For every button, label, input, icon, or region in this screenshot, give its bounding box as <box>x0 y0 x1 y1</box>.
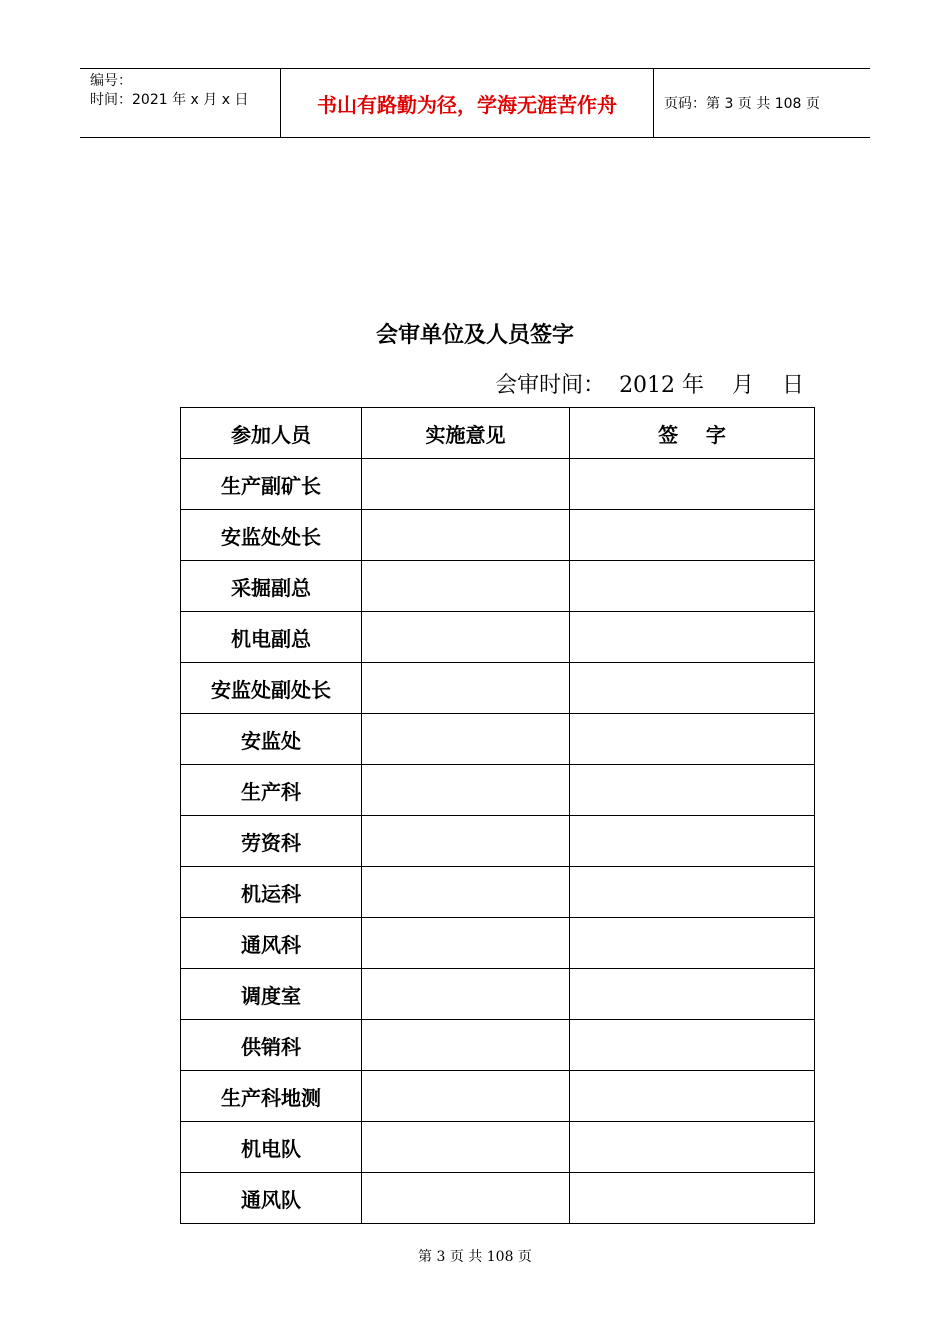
opinion-cell[interactable] <box>362 816 570 867</box>
table-row <box>181 510 815 561</box>
signature-cell[interactable] <box>570 918 815 969</box>
opinion-cell[interactable] <box>362 1071 570 1122</box>
opinion-cell[interactable] <box>362 1173 570 1224</box>
table-row <box>181 918 815 969</box>
document-number-label: 编号： <box>90 73 132 89</box>
opinion-cell[interactable] <box>362 1020 570 1071</box>
opinion-cell[interactable] <box>362 459 570 510</box>
signature-cell[interactable] <box>570 1122 815 1173</box>
column-header-signature: 签 字 <box>570 408 815 459</box>
opinion-cell[interactable] <box>362 612 570 663</box>
signature-cell[interactable] <box>570 714 815 765</box>
signature-cell[interactable] <box>570 969 815 1020</box>
header-motto: 书山有路勤为径，学海无涯苦作舟 <box>281 69 654 137</box>
table-row <box>181 561 815 612</box>
table-row <box>181 765 815 816</box>
column-header-participants: 参加人员 <box>181 408 362 459</box>
participant-cell: 安监处 <box>181 714 362 765</box>
participant-cell: 采掘副总 <box>181 561 362 612</box>
participant-cell: 安监处副处长 <box>181 663 362 714</box>
participant-cell: 通风队 <box>181 1173 362 1224</box>
signature-cell[interactable] <box>570 765 815 816</box>
table-row <box>181 969 815 1020</box>
review-time: 会审时间： 2012 年 月 日 <box>495 373 804 398</box>
table-row <box>181 816 815 867</box>
participant-cell: 调度室 <box>181 969 362 1020</box>
table-row <box>181 1020 815 1071</box>
signature-cell[interactable] <box>570 1173 815 1224</box>
table-row <box>181 663 815 714</box>
table-row <box>181 1071 815 1122</box>
table-row <box>181 714 815 765</box>
participant-cell: 机电副总 <box>181 612 362 663</box>
page-footer: 第 3 页 共 108 页 <box>418 1249 532 1265</box>
participant-cell: 机运科 <box>181 867 362 918</box>
participant-cell: 劳资科 <box>181 816 362 867</box>
signature-cell[interactable] <box>570 1071 815 1122</box>
participant-cell: 通风科 <box>181 918 362 969</box>
opinion-cell[interactable] <box>362 765 570 816</box>
signature-table <box>180 407 815 1224</box>
signature-cell[interactable] <box>570 867 815 918</box>
participant-cell: 生产科 <box>181 765 362 816</box>
table-header-row <box>181 408 815 459</box>
opinion-cell[interactable] <box>362 714 570 765</box>
header-page-info: 页码：第 3 页 共 108 页 <box>664 96 820 112</box>
opinion-cell[interactable] <box>362 510 570 561</box>
participant-cell: 生产副矿长 <box>181 459 362 510</box>
table-row <box>181 459 815 510</box>
opinion-cell[interactable] <box>362 561 570 612</box>
opinion-cell[interactable] <box>362 969 570 1020</box>
page-header <box>80 68 870 138</box>
participant-cell: 生产科地测 <box>181 1071 362 1122</box>
table-row <box>181 1122 815 1173</box>
signature-cell[interactable] <box>570 663 815 714</box>
signature-cell[interactable] <box>570 816 815 867</box>
column-header-opinion: 实施意见 <box>362 408 570 459</box>
opinion-cell[interactable] <box>362 663 570 714</box>
document-title: 会审单位及人员签字 <box>375 322 574 348</box>
opinion-cell[interactable] <box>362 918 570 969</box>
table-row <box>181 612 815 663</box>
opinion-cell[interactable] <box>362 1122 570 1173</box>
signature-cell[interactable] <box>570 561 815 612</box>
opinion-cell[interactable] <box>362 867 570 918</box>
participant-cell: 供销科 <box>181 1020 362 1071</box>
participant-cell: 机电队 <box>181 1122 362 1173</box>
table-body <box>181 459 815 1224</box>
participant-cell: 安监处处长 <box>181 510 362 561</box>
signature-cell[interactable] <box>570 459 815 510</box>
document-time-label: 时间：2021 年 x 月 x 日 <box>90 92 249 108</box>
table-row <box>181 1173 815 1224</box>
signature-cell[interactable] <box>570 510 815 561</box>
table-row <box>181 867 815 918</box>
signature-cell[interactable] <box>570 1020 815 1071</box>
header-meta <box>80 69 281 137</box>
signature-cell[interactable] <box>570 612 815 663</box>
